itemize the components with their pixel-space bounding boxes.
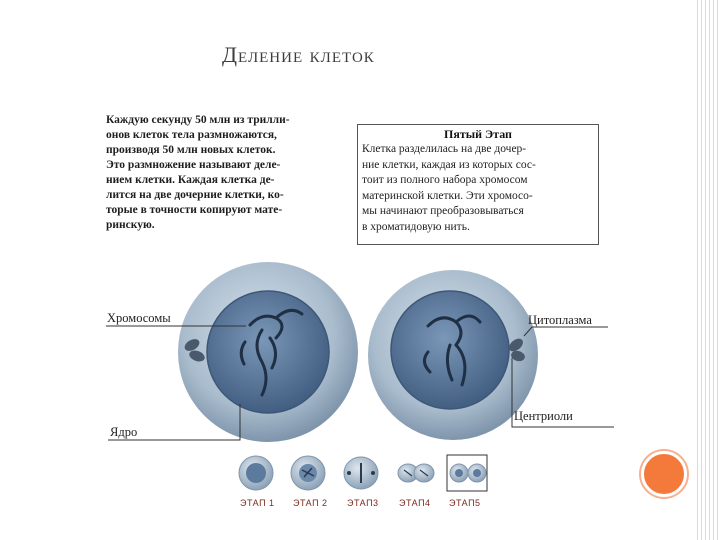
stage-2-label[interactable]: ЭТАП 2: [293, 498, 328, 508]
intro-paragraph: Каждую секунду 50 млн из трилли- онов клеток тела размножаются, производя 50 млн новых клеток. Это размножение называют деле- нием клетки. Каждая клетка де- лится на две дочерние клетки, ко- торые в точности копируют мате- ринскую.: [106, 114, 290, 231]
stage-box-text: Клетка разделилась на две дочер- ние клетки, каждая из которых сос- тоит из полного набора хромосом материнской клетки. Эти хромосо- мы начинают преобразовываться в хроматидовую нить.: [362, 143, 536, 233]
stage-4-thumbnail[interactable]: [398, 464, 434, 482]
stage-3-thumbnail[interactable]: [344, 457, 378, 489]
cytoplasm-leader-line: [524, 327, 608, 336]
cytoplasm-label: Цитоплазма: [528, 313, 592, 327]
centrioles-label: Центриоли: [514, 409, 573, 423]
stage-1-thumbnail[interactable]: [239, 456, 273, 490]
page-title: Деление клеток: [222, 42, 375, 67]
left-daughter-cell: [178, 262, 358, 442]
stage-thumbnails: [239, 455, 487, 491]
stage-3-label[interactable]: ЭТАП3: [347, 498, 379, 508]
stage-5-label[interactable]: ЭТАП5: [449, 498, 481, 508]
stage-4-label[interactable]: ЭТАП4: [399, 498, 431, 508]
nucleus-label: Ядро: [110, 425, 138, 439]
stage-2-thumbnail[interactable]: [291, 456, 325, 490]
stage-5-thumbnail[interactable]: [447, 455, 487, 491]
stage-box-title: Пятый Этап: [444, 127, 512, 141]
chromosomes-label: Хромосомы: [107, 311, 171, 325]
stage-1-label[interactable]: ЭТАП 1: [240, 498, 275, 508]
